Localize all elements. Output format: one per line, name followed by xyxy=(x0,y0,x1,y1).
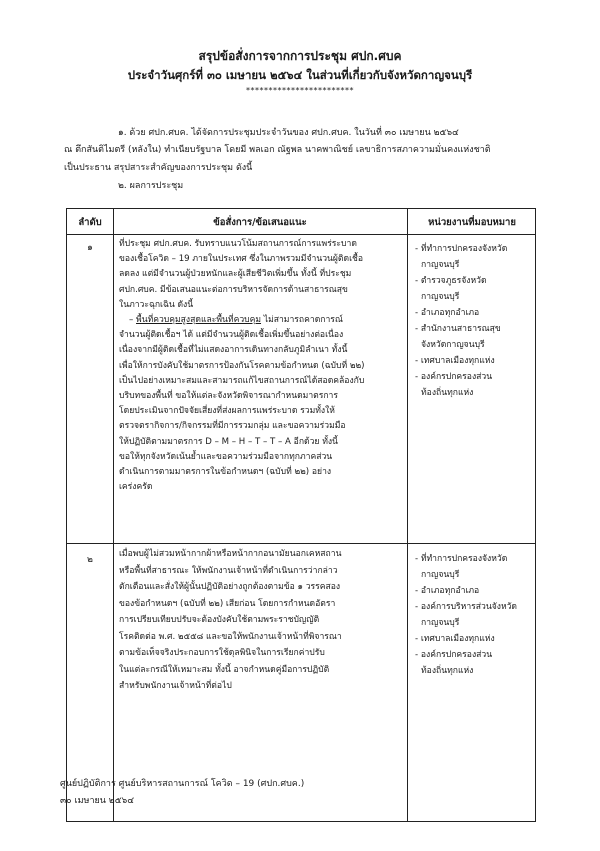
agency-item: กาญจนบุรี xyxy=(421,570,460,580)
agency-item: - อำเภอทุกอำเภอ xyxy=(415,586,480,596)
agency-item: - องค์กรปกครองส่วน xyxy=(415,372,493,382)
agency-item: - ตำรวจภูธรจังหวัด xyxy=(415,276,487,286)
agency-item: จังหวัดกาญจนบุรี xyxy=(421,340,485,350)
column-divider xyxy=(113,209,114,821)
agency-item: กาญจนบุรี xyxy=(421,260,460,270)
directive-line: เพื่อให้การบังคับใช้มาตรการป้องกันโรคตามข้อกำหนด (ฉบับที่ ๒๒) xyxy=(119,360,365,371)
agency-item: - เทศบาลเมืองทุกแห่ง xyxy=(415,634,495,644)
directive-table xyxy=(66,208,536,822)
agency-list-row2 xyxy=(415,551,533,679)
bullet-prefix: – xyxy=(129,315,137,326)
footer-date: ๓๐ เมษายน ๒๕๖๔ xyxy=(60,796,135,806)
agency-item: - อำเภอทุกอำเภอ xyxy=(415,308,480,318)
directive-line: ลดลง แต่มีจำนวนผู้ป่วยหนักและผู้เสียชีวิตเพิ่มขึ้น ทั้งนี้ ที่ประชุม xyxy=(119,269,352,280)
agency-item: - สำนักงานสาธารณสุข xyxy=(415,324,501,334)
agency-item: กาญจนบุรี xyxy=(421,292,460,302)
directive-line: ดำเนินการตามมาตรการในข้อกำหนดฯ (ฉบับที่ ๒๒) อย่าง xyxy=(119,467,332,478)
header-divider xyxy=(67,234,535,235)
row-number: ๑ xyxy=(87,243,93,253)
agency-item: - องค์การบริหารส่วนจังหวัด xyxy=(415,602,518,612)
directive-line: ที่ประชุม ศปก.ศบค. รับทราบแนวโน้มสถานการณ์การแพร่ระบาด xyxy=(119,239,357,249)
directive-line: โรคติดต่อ พ.ศ. ๒๕๕๘ และขอให้พนักงานเจ้าหน้าที่พิจารณา xyxy=(119,631,342,642)
directive-line: สำหรับพนักงานเจ้าหน้าที่ต่อไป xyxy=(119,681,232,691)
directive-line: เป็นไปอย่างเหมาะสมและสามารถแก้ไขสถานการณ์ได้สอดคล้องกับ xyxy=(119,375,365,386)
document-subtitle: ประจำวันศุกร์ที่ ๓๐ เมษายน ๒๕๖๔ ในส่วนที่เกี่ยวกับจังหวัดกาญจนบุรี xyxy=(127,68,473,82)
directive-line: ขอให้ทุกจังหวัดเน้นย้ำและขอความร่วมมือจากทุกภาคส่วน xyxy=(119,451,333,462)
bullet-rest: ไม่สามารถคาดการณ์ xyxy=(261,315,343,326)
row-divider xyxy=(67,543,535,544)
directive-line: โดยประเมินจากปัจจัยเสี่ยงที่ส่งผลการแพร่ระบาด รวมทั้งให้ xyxy=(119,406,335,417)
directive-line: หรือพื้นที่สาธารณะ ให้พนักงานเจ้าหน้าที่ดำเนินการว่ากล่าว xyxy=(119,565,338,576)
column-divider xyxy=(407,209,408,821)
directive-text-row1 xyxy=(119,237,403,495)
footer-issuer: ศูนย์ปฏิบัติการ ศูนย์บริหารสถานการณ์ โควิด – 19 (ศปก.ศบค.) xyxy=(60,779,305,789)
directive-line: ตรวจตรากิจการ/กิจกรรมที่มีการรวมกลุ่ม และขอความร่วมมือ xyxy=(119,421,346,432)
underlined-area-label: พื้นที่ควบคุมสูงสุดและพื้นที่ควบคุม xyxy=(136,315,262,326)
directive-line: ให้ปฏิบัติตามมาตรการ D – M – H – T – T – A อีกด้วย ทั้งนี้ xyxy=(119,436,338,447)
header-order: ลำดับ xyxy=(78,217,102,228)
directive-line: ของข้อกำหนดฯ (ฉบับที่ ๒๒) เสียก่อน โดยการกำหนดอัตรา xyxy=(119,598,336,609)
directive-line: เคร่งครัด xyxy=(119,482,153,493)
directive-line: ของเชื้อโควิด – 19 ภายในประเทศ ซึ่งในภาพรวมมีจำนวนผู้ติดเชื้อ xyxy=(119,254,364,265)
header-agency: หน่วยงานที่มอบหมาย xyxy=(428,217,516,228)
directive-line: เนื่องจากมีผู้ติดเชื้อที่ไม่แสดงอาการเดินทางกลับภูมิลำเนา ทั้งนี้ xyxy=(119,345,348,356)
directive-line: ตามข้อเท็จจริงประกอบการใช้ดุลพินิจในการเรียกค่าปรับ xyxy=(119,648,325,658)
bullet-line xyxy=(119,313,403,328)
title-separator: ************************ xyxy=(246,86,354,95)
directive-line: ตักเตือนและสั่งให้ผู้นั้นปฏิบัติอย่างถูกต้องตามข้อ ๑ วรรคสอง xyxy=(119,582,341,592)
header-directive: ข้อสั่งการ/ข้อเสนอแนะ xyxy=(213,217,307,228)
agency-item: ท้องถิ่นทุกแห่ง xyxy=(421,666,474,676)
intro-paragraph-line3: เป็นประธาน สรุปสาระสำคัญของการประชุม ดังนี้ xyxy=(64,163,253,173)
agency-item: ท้องถิ่นทุกแห่ง xyxy=(421,388,474,398)
document-title: สรุปข้อสั่งการจากการประชุม ศปก.ศบค xyxy=(198,49,402,63)
directive-line: จำนวนผู้ติดเชื้อฯ ได้ แต่มีจำนวนผู้ติดเชื้อเพิ่มขึ้นอย่างต่อเนื่อง xyxy=(119,330,344,341)
row-number: ๒ xyxy=(87,555,93,565)
directive-line: บริบทของพื้นที่ ขอให้แต่ละจังหวัดพิจารณากำหนดมาตรการ xyxy=(119,391,338,402)
agency-item: - ที่ทำการปกครองจังหวัด xyxy=(415,244,508,254)
directive-text-row2 xyxy=(119,546,403,695)
directive-line: ศปก.ศบค. มีข้อเสนอแนะต่อการบริหารจัดการด้านสาธารณสุข xyxy=(119,284,348,295)
intro-paragraph-line2: ณ ตึกสันติไมตรี (หลังใน) ทำเนียบรัฐบาล โดยมี พลเอก ณัฐพล นาคพาณิชย์ เลขาธิการสภาความมั่นคงแห่งชาติ xyxy=(64,145,491,155)
intro-paragraph-line1: ๑. ด้วย ศปก.ศบค. ได้จัดการประชุมประจำวันของ ศปก.ศบค. ในวันที่ ๓๐ เมษายน ๒๕๖๔ xyxy=(118,128,459,138)
directive-line: ในแต่ละกรณีให้เหมาะสม ทั้งนี้ อาจกำหนดคู่มือการปฏิบัติ xyxy=(119,664,330,675)
agency-item: - ที่ทำการปกครองจังหวัด xyxy=(415,554,508,564)
directive-line: เมื่อพบผู้ไม่สวมหน้ากากผ้าหรือหน้ากากอนามัยนอกเคหสถาน xyxy=(119,549,342,559)
agency-list-row1 xyxy=(415,241,533,401)
agency-item: - เทศบาลเมืองทุกแห่ง xyxy=(415,356,495,366)
directive-line: การเปรียบเทียบปรับจะต้องบังคับใช้ตามพระราชบัญญัติ xyxy=(119,615,320,625)
meeting-result-heading: ๒. ผลการประชุม xyxy=(118,181,184,191)
agency-item: - องค์กรปกครองส่วน xyxy=(415,650,493,660)
directive-line: ในภาวะฉุกเฉิน ดังนี้ xyxy=(119,299,194,310)
agency-item: กาญจนบุรี xyxy=(421,618,460,628)
